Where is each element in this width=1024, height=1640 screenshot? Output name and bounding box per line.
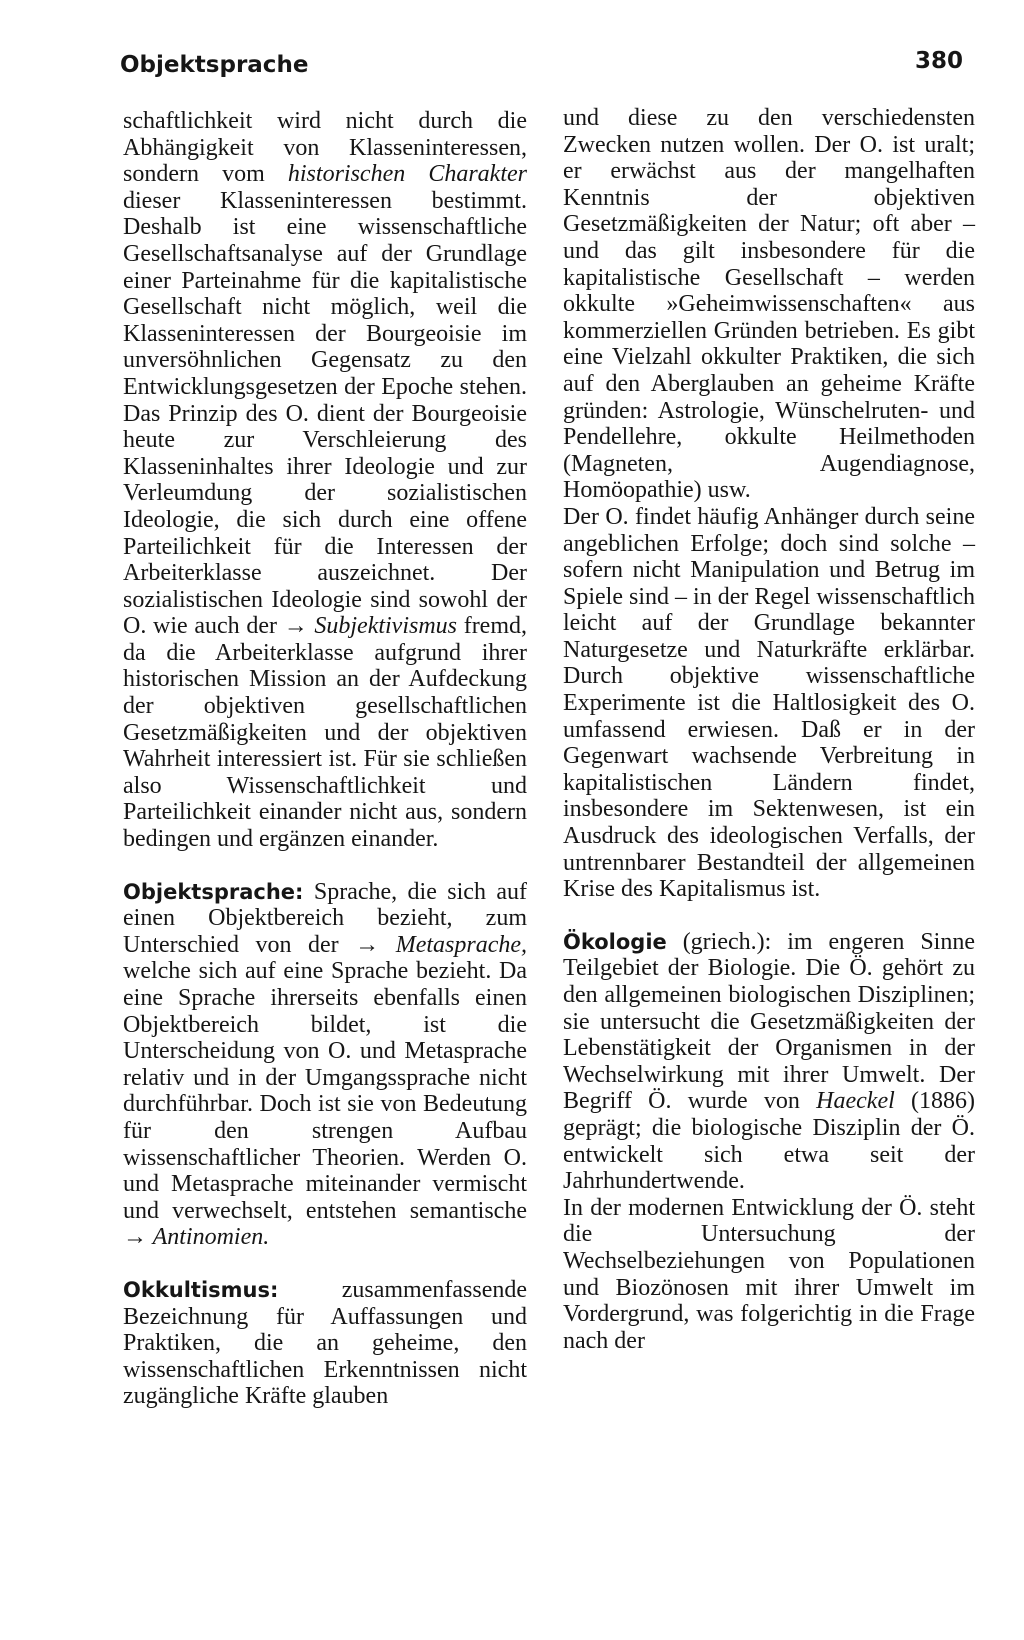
entry-objektsprache	[123, 879, 527, 1251]
person-name: Haeckel	[816, 1088, 895, 1115]
entry-headword: Okkultismus:	[123, 1277, 279, 1302]
paragraph: Der O. findet häufig Anhänger durch seine angeblichen Erfolge; doch sind solche – sofern nicht Manipulation und Betrug im Spiele sind – in der Regel wissenschaftlich leicht auf der Grundlage bekannter Naturgesetze und Naturkräfte erklärbar. Durch objektive wissenschaftliche Experimente ist die Haltlosigkeit des O. umfassend erwiesen. Daß er in der Gegenwart wachsende Verbreitung in kapitalistischen Ländern findet, insbesondere im Sektenwesen, ist ein Ausdruck des ideologischen Verfalls, der untrennbarer Bestandteil der allgemeinen Krise des Kapitalismus ist.	[563, 503, 975, 903]
body-text: schaftlichkeit wird nicht durch die Abhängigkeit von Klasseninteressen, sondern vom	[123, 108, 527, 188]
entry-text: Sprache, die sich auf einen Objektbereich bezieht, zum Unterschied von der	[123, 878, 527, 958]
entry-text: zusammenfassende Bezeichnung für Auffassungen und Praktiken, die an geheime, den wissenschaftlichen Erkenntnissen nicht zugängliche Kräfte glauben	[123, 1276, 527, 1410]
italic-term: historischen Charakter	[287, 161, 527, 188]
body-text: dieser Klasseninteressen bestimmt. Deshalb ist eine wissenschaftliche Gesellschaftsanalyse auf der Grundlage einer Parteinahme für die kapitalistische Gesellschaft nicht möglich, weil die Klasseninteressen der Bourgeoisie im unversöhnlichen Gegensatz zu den Entwicklungsgesetzen der Epoche stehen. Das Prinzip des O. dient der Bourgeoisie heute zur Verschleierung des Klasseninhaltes ihrer Ideologie und zur Verleumdung der sozialistischen Ideologie, die sich durch eine offene Parteilichkeit für die Interessen der Arbeiterklasse auszeichnet. Der sozialistischen Ideologie sind sowohl der O. wie auch der	[123, 187, 527, 640]
page-number: 380	[915, 48, 964, 74]
left-column	[123, 108, 527, 1410]
entry-text: (1886) geprägt; die biologische Disziplin der Ö. entwickelt sich etwa seit der Jahrhundertwende.	[563, 1088, 975, 1195]
paragraph-continued: und diese zu den verschiedensten Zwecken nutzen wollen. Der O. ist uralt; er erwächst aus der mangelhaften Kenntnis der objektiven Gesetzmäßigkeiten der Natur; oft aber – und das gilt insbesondere für die kapitalistische Gesellschaft – werden okkulte »Geheimwissenschaften« aus kommerziellen Gründen betrieben. Es gibt eine Vielzahl okkulter Praktiken, die sich auf den Aberglauben an geheime Kräfte gründen: Astrologie, Wünschelruten- und Pendellehre, okkulte Heilmethoden (Magneten, Augendiagnose, Homöopathie) usw.	[563, 105, 975, 504]
entry-okkultismus	[123, 1277, 527, 1410]
paragraph-continued	[123, 108, 527, 853]
entry-headword: Ökologie	[563, 929, 667, 954]
cross-reference-link[interactable]: → Antinomien.	[123, 1224, 270, 1251]
body-text: fremd, da die Arbeiterklasse aufgrund ihrer historischen Mission an der Aufdeckung der objektiven gesellschaftlichen Gesetzmäßigkeiten und der objektiven Wahrheit interessiert ist. Für sie schließen also Wissenschaftlichkeit und Parteilichkeit einander nicht aus, sondern bedingen und ergänzen einander.	[123, 613, 528, 853]
running-title: Objektsprache	[120, 52, 309, 78]
cross-reference-link[interactable]: → Subjektivismus	[283, 613, 458, 640]
cross-reference-link[interactable]: → Metasprache,	[355, 931, 527, 958]
entry-text: (griech.): im engeren Sinne Teilgebiet der Biologie. Die Ö. gehört zu den allgemeinen biologischen Disziplinen; sie untersucht die Gesetzmäßigkeiten der Lebenstätigkeit der Organismen in der Wechselwirkung mit ihrer Umwelt. Der Begriff Ö. wurde von	[563, 928, 975, 1115]
entry-headword: Objektsprache:	[123, 879, 304, 904]
right-column	[563, 105, 975, 1354]
paragraph: In der modernen Entwicklung der Ö. steht die Untersuchung der Wechselbeziehungen von Populationen und Biozönosen mit ihrer Umwelt im Vordergrund, was folgerichtig in die Frage nach der	[563, 1194, 975, 1354]
entry-text: welche sich auf eine Sprache bezieht. Da eine Sprache ihrerseits ebenfalls einen Objektbereich bildet, ist die Unterscheidung von O. und Metasprache relativ und in der Umgangssprache nicht durchführbar. Doch ist sie von Bedeutung für den strengen Aufbau wissenschaftlicher Theorien. Werden O. und Metasprache miteinander vermischt und verwechselt, entstehen semantische	[123, 958, 527, 1224]
entry-oekologie	[563, 929, 975, 1195]
